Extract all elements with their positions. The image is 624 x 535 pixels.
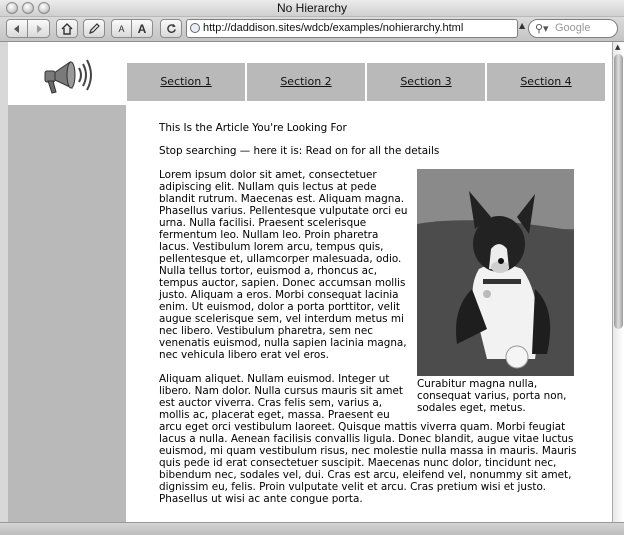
article-paragraph-2: Aliquam aliquet. Nullam euismod. Integer ut libero. Nam dolor. Nulla cursus mauris sit amet est auctor viverra. Cras felis sem, varius a, mollis ac, placerat eget, massa. Praesent eu arcu eget orci vestibulum laoreet. Quisque mattis viverra quam. Morbi feugiat lacus a nulla. Aenean facilisis convallis ligula. Donec blandit, augue vitae luctus euismod, mi quam vestibulum risus, nec molestie nulla massa in mauris. Mauris quis pede id erat consectetuer suscipit. Maecenas nunc dolor, tincidunt nec, bibendum nec, sodales vel, dui. Cras est arcu, eleifend vel, nonummy sit amet, dignissim eu, felis. Proin vulputate velit et arcu. Cras pretium wisi et justo. Phasellus ut wisi ac ante congue porta. [159,373,577,505]
scrollbar-thumb[interactable] [614,54,623,329]
article-figure [417,169,579,414]
back-forward-group [6,19,50,38]
home-icon [61,23,73,35]
search-placeholder: Google [555,22,591,34]
nav-link-section-3[interactable]: Section 3 [367,63,485,101]
back-arrow-icon [12,24,22,34]
section-nav [127,63,605,101]
edit-button[interactable] [83,19,105,38]
reload-icon [166,23,177,34]
article-title: This Is the Article You're Looking For [159,122,347,134]
figure-caption: Curabitur magna nulla, consequat varius, porta non, sodales eget, metus. [417,378,567,414]
search-icon: ⚲▾ [535,23,549,35]
article-paragraph-1: Lorem ipsum dolor sit amet, consectetuer adipiscing elit. Nullam quis lectus at pede blandit rutrum. Maecenas est. Aliquam magna. Phasellus varius. Pellentesque vulputate orci eu urna. Nulla facilisi. Praesent scelerisque fermentum leo. Nullam leo. Proin pharetra lacus. Vestibulum lorem arcu, tempus quis, pellentesque et, ullamcorper malesuada, odio. Nulla tellus tortor, euismod a, rhoncus ac, tempus auctor, sapien. Donec accumsan mollis justo. Aliquam a eros. Morbi consequat lacinia enim. Ut euismod, dolor a porta porttitor, velit augue scelerisque sem, vel interdum metus mi nec libero. Vestibulum pharetra, sem nec venenatis euismod, nulla sapien lacinia magna, nec vehicula libero erat vel eros. [159,169,408,361]
nav-link-section-1[interactable]: Section 1 [127,63,245,101]
text-smaller-button[interactable]: A [111,19,132,38]
megaphone-icon [36,54,98,98]
forward-button[interactable] [28,19,50,38]
address-text: http://daddison.sites/wdcb/examples/nohierarchy.html [203,22,464,34]
article-subtitle: Stop searching — here it is: Read on for all the details [159,145,440,157]
dog-photo [417,169,574,376]
address-bar[interactable] [186,19,518,38]
scroll-up-arrow-icon[interactable]: ▲ [615,43,621,51]
forward-arrow-icon [34,24,44,34]
title-bar [0,0,624,17]
text-bigger-button[interactable]: A [132,19,153,38]
page-viewport [8,42,612,522]
status-bar [0,522,624,535]
address-bar-arrow-icon[interactable]: ▲ [519,21,526,30]
nav-link-section-4[interactable]: Section 4 [487,63,605,101]
window-title: No Hierarchy [276,1,348,15]
search-field[interactable] [528,19,618,38]
browser-toolbar [0,17,624,42]
site-icon [190,23,200,33]
pencil-icon [88,23,100,35]
home-button[interactable] [56,19,78,38]
back-button[interactable] [6,19,28,38]
nav-link-section-2[interactable]: Section 2 [247,63,365,101]
left-sidebar [8,105,126,522]
reload-button[interactable] [160,19,182,38]
article [159,122,579,517]
text-size-group [111,19,153,38]
vertical-scrollbar[interactable] [612,42,624,522]
